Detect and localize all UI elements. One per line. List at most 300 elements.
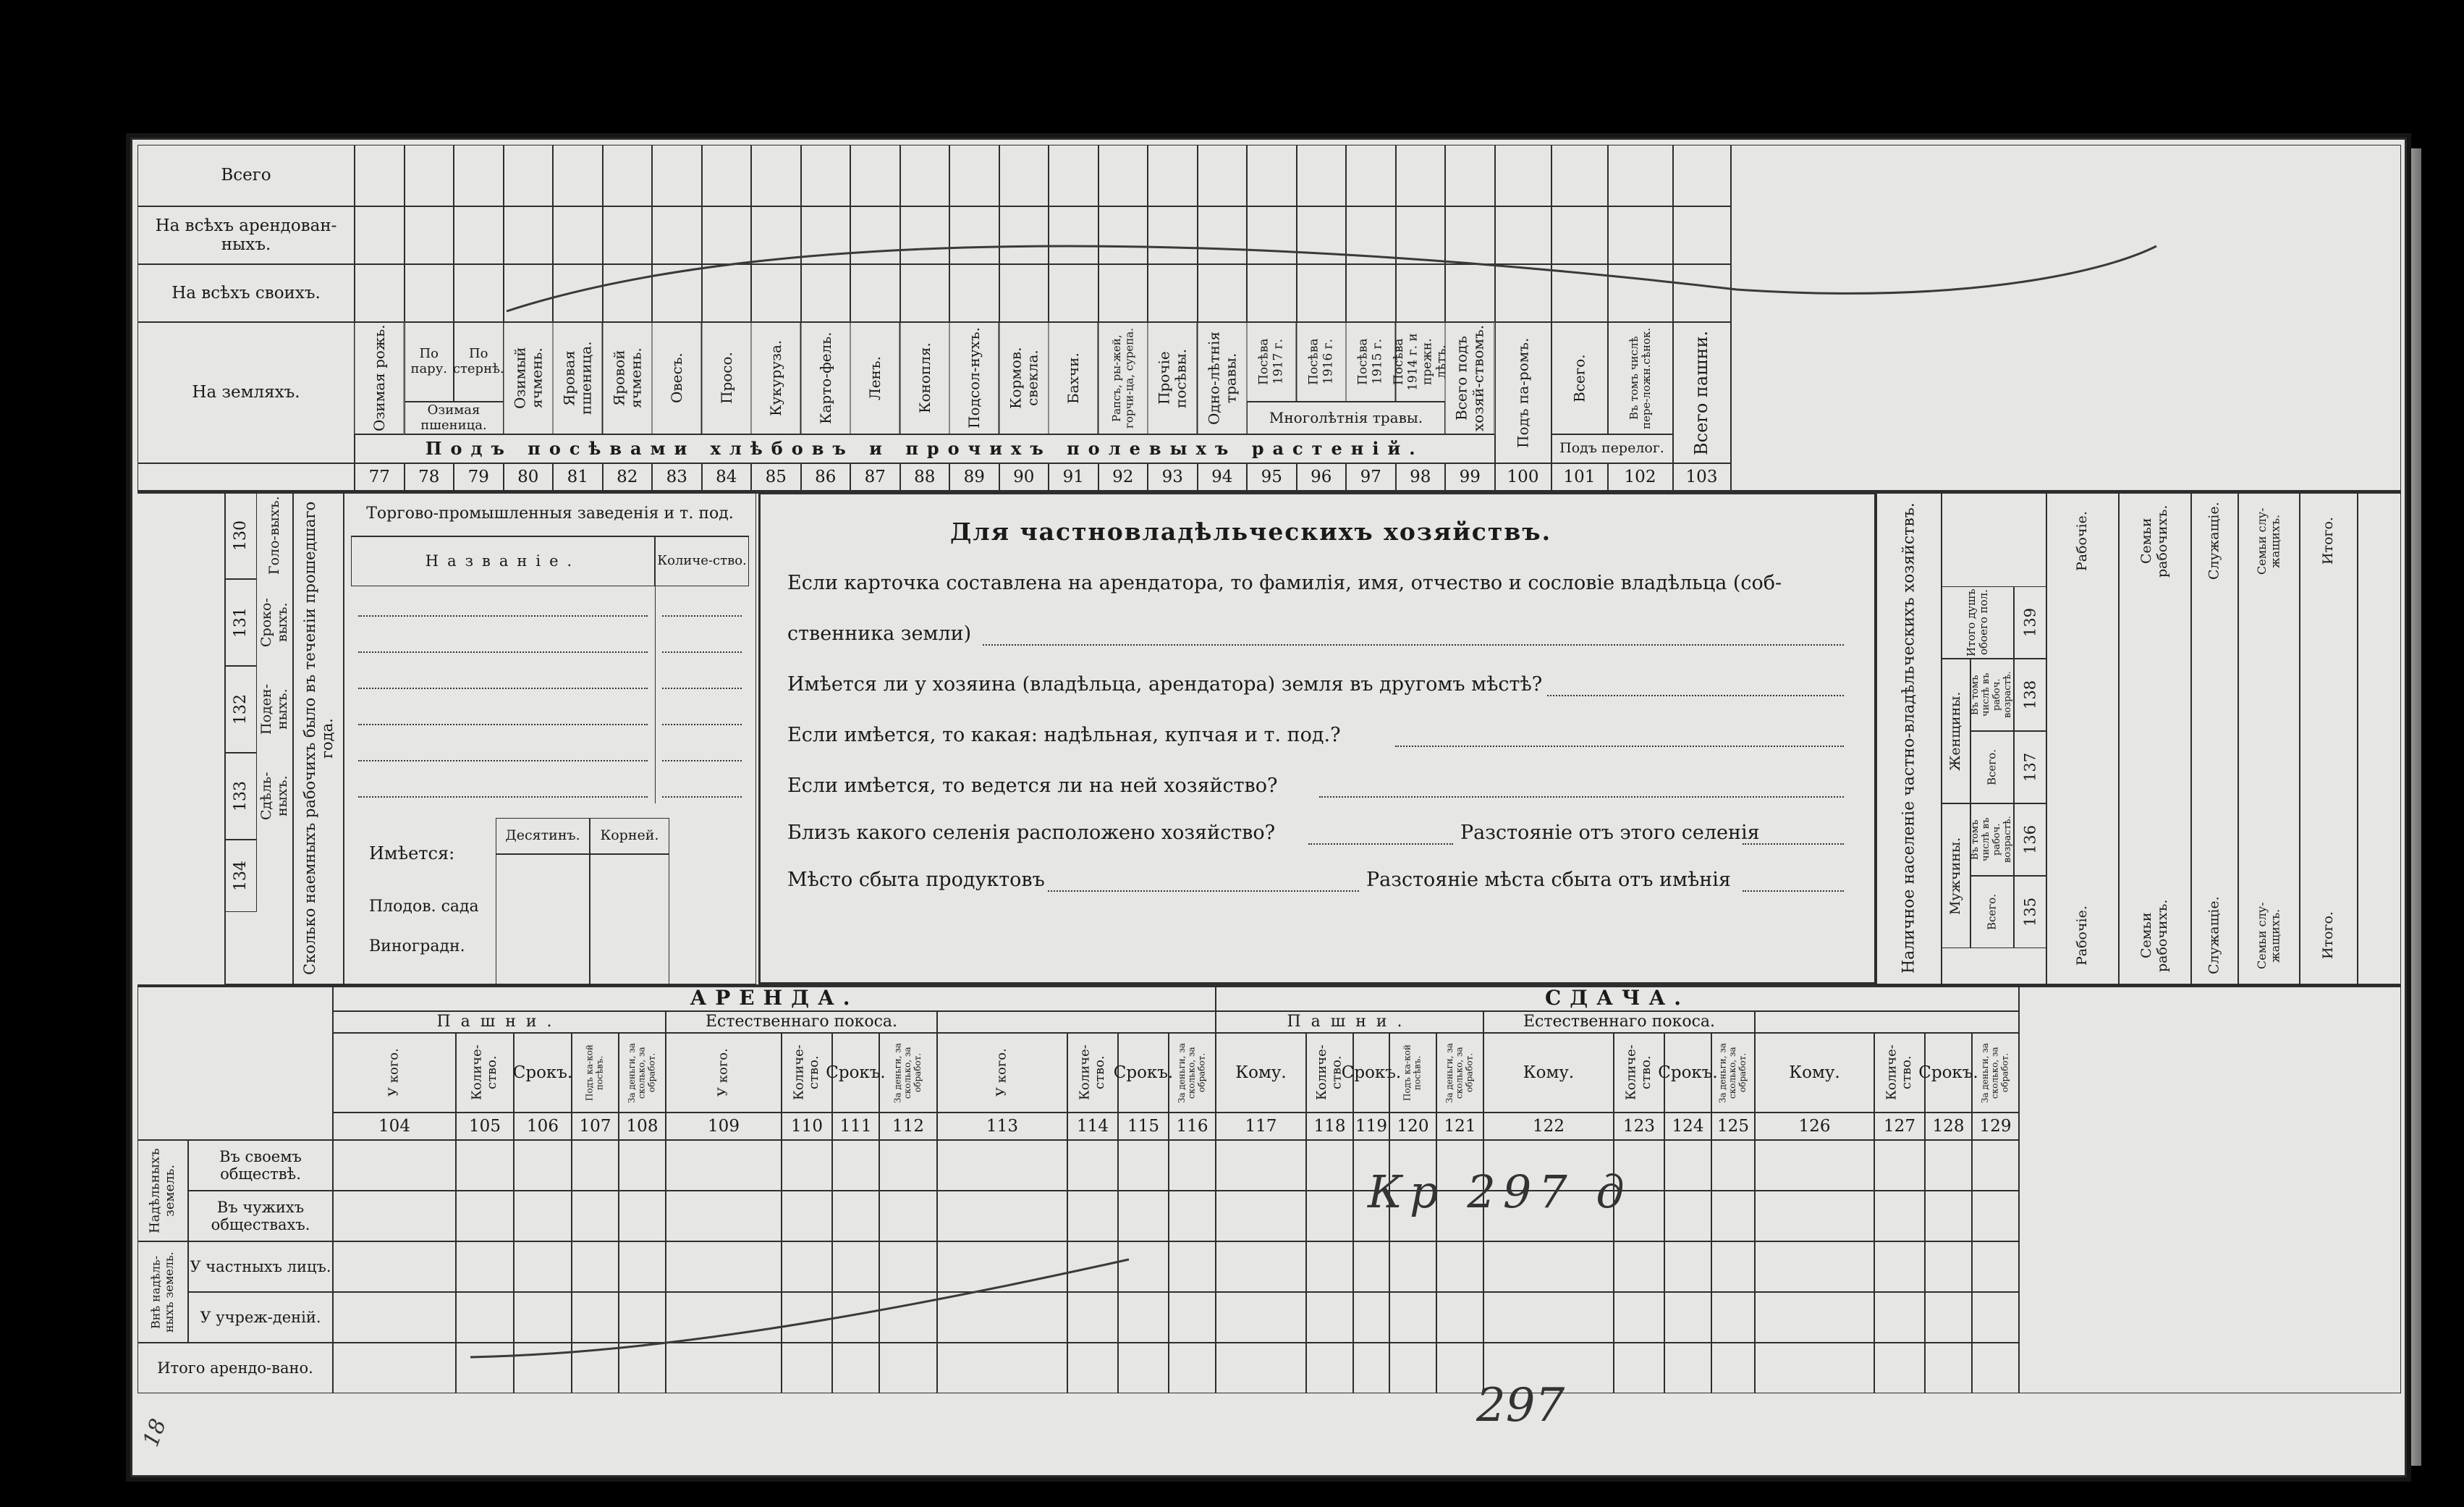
lease-cell-113-total <box>937 1343 1067 1393</box>
trade-title: Торгово-промышленныя заведенія и т. под. <box>366 505 734 523</box>
answer-line-q4 <box>1319 796 1844 798</box>
lease-cell-116-other_soc <box>1169 1191 1216 1241</box>
crop-cell-86-r0 <box>801 145 851 206</box>
lease-cell-111-total <box>832 1343 879 1393</box>
crop-head-97: Посѣва 1915 г. <box>1346 322 1396 402</box>
lease-cell-118-own_soc <box>1306 1140 1353 1191</box>
crop-num-96: 96 <box>1297 463 1347 491</box>
crop-head-86: Карто-фель. <box>801 322 851 434</box>
right-head-101: Всего. <box>1551 322 1608 434</box>
lease-cell-111-inst <box>832 1292 879 1343</box>
crop-cell-98-r0 <box>1396 145 1446 206</box>
lease-cell-117-total <box>1216 1343 1306 1393</box>
lease-cell-128-private <box>1925 1241 1972 1292</box>
trade-qty-line-2 <box>662 688 742 689</box>
fallow-label: Подъ перелог. <box>1551 434 1673 463</box>
lease-cell-115-inst <box>1118 1292 1169 1343</box>
lease-cell-114-other_soc <box>1067 1191 1118 1241</box>
lease-cell-124-own_soc <box>1664 1140 1711 1191</box>
lease-cell-112-private <box>879 1241 937 1292</box>
crop-num-81: 81 <box>553 463 603 491</box>
crop-cell-79-r1 <box>454 206 504 264</box>
crop-cell-83-r2 <box>652 264 702 322</box>
lease-cell-114-private <box>1067 1241 1118 1292</box>
lease-subband-0: Пашни. <box>333 1011 666 1033</box>
lease-cell-109-inst <box>666 1292 782 1343</box>
lease-cell-108-private <box>619 1241 666 1292</box>
workers-top-3: Семьи слу-жащихъ. <box>2255 507 2282 575</box>
crop-cell-90-r1 <box>999 206 1049 264</box>
workers-top-2: Служащіе. <box>2206 502 2222 581</box>
pop-num-136-t: 136 <box>2021 824 2039 855</box>
right-head-102: Въ томъ числѣ пере-ложн.сѣнок. <box>1608 322 1673 434</box>
lease-cell-128-inst <box>1925 1292 1972 1343</box>
lease-subband-1: Естественнаго покоса. <box>666 1011 937 1033</box>
crop-cell-85-r2 <box>751 264 801 322</box>
livestock-num-text-134: 134 <box>231 861 250 891</box>
lease-head-124: Срокъ. <box>1664 1033 1711 1113</box>
right-cell-101-r2 <box>1551 264 1608 322</box>
crop-cell-91-r1 <box>1049 206 1098 264</box>
lease-cell-107-inst <box>572 1292 619 1343</box>
garden-has: Имѣется: <box>369 843 455 864</box>
answer-line-q3 <box>1395 746 1844 747</box>
lease-cell-104-inst <box>333 1292 456 1343</box>
crop-head-93: Прочіе посѣвы. <box>1148 322 1198 434</box>
answer-line-q1b <box>983 644 1844 646</box>
lease-cell-104-other_soc <box>333 1191 456 1241</box>
arenda-band: АРЕНДА. <box>333 986 1216 1011</box>
lease-num-111: 111 <box>832 1113 879 1140</box>
lease-head-111: Срокъ. <box>832 1033 879 1113</box>
trade-row-line-4 <box>358 760 648 761</box>
livestock-label-133: Сдѣль-ныхъ. <box>258 772 290 821</box>
livestock-num-text-131: 131 <box>231 607 250 638</box>
crop-head-92: Рапсъ, ры-жей, горчи-ца, сурепа. <box>1098 322 1148 434</box>
crop-cell-84-r0 <box>702 145 752 206</box>
right-cell-103-r2 <box>1673 264 1731 322</box>
crop-head-98: Посѣва 1914 г. и прежн. лѣтъ. <box>1396 322 1446 402</box>
crop-cell-93-r1 <box>1148 206 1198 264</box>
crop-num-94: 94 <box>1198 463 1248 491</box>
private-title: Для частновладѣльческихъ хозяйствъ. <box>950 518 1552 546</box>
lease-cell-125-total <box>1711 1343 1755 1393</box>
lease-cell-127-own_soc <box>1874 1140 1925 1191</box>
crop-cell-83-r0 <box>652 145 702 206</box>
crop-cell-82-r1 <box>603 206 653 264</box>
lease-cell-126-total <box>1755 1343 1874 1393</box>
answer-line-q6b <box>1743 890 1844 892</box>
garden-desiat-head: Десятинъ. <box>496 818 590 854</box>
crop-cell-87-r2 <box>850 264 900 322</box>
lease-num-106: 106 <box>514 1113 572 1140</box>
lease-num-108: 108 <box>619 1113 666 1140</box>
question-q5b: Разстояніе отъ этого селенія <box>1460 822 1760 844</box>
trade-qty-line-0 <box>662 615 742 617</box>
crop-cell-88-r1 <box>900 206 950 264</box>
question-q1: Если карточка составлена на арендатора, то фамилія, имя, отчество и сословіе владѣльца (соб- <box>787 572 1782 594</box>
right-cell-103-r0 <box>1673 145 1731 206</box>
pop-num-135-t: 135 <box>2021 897 2039 927</box>
lease-head-127: Количе-ство. <box>1874 1033 1925 1113</box>
pop-num-139-t: 139 <box>2021 607 2039 638</box>
lease-cell-108-other_soc <box>619 1191 666 1241</box>
lease-head-129: За деньги, за сколько, за обработ. <box>1972 1033 2019 1113</box>
right-cell-101-r0 <box>1551 145 1608 206</box>
trade-row-line-3 <box>358 724 648 725</box>
lease-cell-109-private <box>666 1241 782 1292</box>
crop-cell-81-r2 <box>553 264 603 322</box>
crop-head-78: По пару. <box>405 322 454 402</box>
workers-top-0: Рабочіе. <box>2074 511 2091 571</box>
lease-cell-105-total <box>456 1343 514 1393</box>
crop-num-98: 98 <box>1396 463 1446 491</box>
crop-cell-81-r1 <box>553 206 603 264</box>
lease-row-label-inst: У учреж-деній. <box>188 1292 333 1343</box>
lease-num-110: 110 <box>782 1113 832 1140</box>
lease-cell-105-other_soc <box>456 1191 514 1241</box>
lease-num-116: 116 <box>1169 1113 1216 1140</box>
lease-cell-119-inst <box>1353 1292 1389 1343</box>
crop-num-92: 92 <box>1098 463 1148 491</box>
lease-num-129: 129 <box>1972 1113 2019 1140</box>
lease-cell-126-other_soc <box>1755 1191 1874 1241</box>
question-q6b: Разстояніе мѣста сбыта отъ имѣнія <box>1366 869 1731 891</box>
lease-cell-125-other_soc <box>1711 1191 1755 1241</box>
lease-head-126: Кому. <box>1755 1033 1874 1113</box>
lease-cell-115-other_soc <box>1118 1191 1169 1241</box>
crop-cell-98-r2 <box>1396 264 1446 322</box>
lease-cell-119-total <box>1353 1343 1389 1393</box>
lease-subband-3: Пашни. <box>1216 1011 1483 1033</box>
crop-cell-99-r0 <box>1445 145 1495 206</box>
trade-row-line-5 <box>358 796 648 798</box>
lease-cell-117-private <box>1216 1241 1306 1292</box>
lease-row-label-total: Итого арендо-вано. <box>137 1343 333 1393</box>
crop-cell-97-r2 <box>1346 264 1396 322</box>
trade-name-head: Названіе. <box>351 536 655 586</box>
lease-cell-116-own_soc <box>1169 1140 1216 1191</box>
crop-head-91: Бахчи. <box>1049 322 1098 434</box>
crop-cell-78-r1 <box>405 206 454 264</box>
lease-cell-116-private <box>1169 1241 1216 1292</box>
lease-cell-124-other_soc <box>1664 1191 1711 1241</box>
lease-num-112: 112 <box>879 1113 937 1140</box>
lease-cell-129-private <box>1972 1241 2019 1292</box>
crop-head-77: Озимая рожь. <box>355 322 405 434</box>
crop-num-97: 97 <box>1346 463 1396 491</box>
crop-num-79: 79 <box>454 463 504 491</box>
top-row-label-2: На всѣхъ своихъ. <box>137 264 355 322</box>
crop-num-93: 93 <box>1148 463 1198 491</box>
crop-head-94: Одно-лѣтнія травы. <box>1198 322 1248 434</box>
lease-cell-123-inst <box>1614 1292 1664 1343</box>
crop-cell-97-r0 <box>1346 145 1396 206</box>
pop-women-incl-t: Въ томъ числѣ въ рабоч. возрастѣ. <box>1970 671 2013 719</box>
lease-head-106: Срокъ. <box>514 1033 572 1113</box>
lease-cell-113-inst <box>937 1292 1067 1343</box>
lease-cell-106-own_soc <box>514 1140 572 1191</box>
livestock-num-text-133: 133 <box>231 781 250 811</box>
question-q5: Близъ какого селенія расположено хозяйство? <box>787 822 1276 844</box>
lease-head-121: За деньги, за сколько, за обработ. <box>1436 1033 1483 1113</box>
crop-head-95: Посѣва 1917 г. <box>1247 322 1297 402</box>
pop-men-all-t: Всего. <box>1985 894 1999 930</box>
lease-cell-112-inst <box>879 1292 937 1343</box>
crop-cell-87-r1 <box>850 206 900 264</box>
lease-cell-125-private <box>1711 1241 1755 1292</box>
lease-cell-129-total <box>1972 1343 2019 1393</box>
crop-cell-78-r2 <box>405 264 454 322</box>
crop-num-90: 90 <box>999 463 1049 491</box>
lease-cell-124-total <box>1664 1343 1711 1393</box>
lease-cell-122-private <box>1483 1241 1614 1292</box>
lease-cell-120-private <box>1389 1241 1436 1292</box>
lease-num-105: 105 <box>456 1113 514 1140</box>
lease-cell-104-own_soc <box>333 1140 456 1191</box>
lease-cell-129-inst <box>1972 1292 2019 1343</box>
lease-cell-113-own_soc <box>937 1140 1067 1191</box>
lease-num-117: 117 <box>1216 1113 1306 1140</box>
right-cell-100-r1 <box>1495 206 1551 264</box>
lease-head-119: Срокъ. <box>1353 1033 1389 1113</box>
workers-bottom-4: Итого. <box>2320 911 2337 960</box>
crop-cell-95-r2 <box>1247 264 1297 322</box>
crop-cell-92-r1 <box>1098 206 1148 264</box>
crop-cell-87-r0 <box>850 145 900 206</box>
right-cell-102-r0 <box>1608 145 1673 206</box>
crop-cell-86-r1 <box>801 206 851 264</box>
lease-cell-117-other_soc <box>1216 1191 1306 1241</box>
lease-cell-107-private <box>572 1241 619 1292</box>
top-right-margin <box>1731 145 2402 491</box>
answer-line-q6 <box>1048 890 1359 892</box>
crop-cell-88-r0 <box>900 145 950 206</box>
lease-row-label-other_soc: Въ чужихъ обществахъ. <box>188 1191 333 1241</box>
crop-cell-92-r0 <box>1098 145 1148 206</box>
on-lands-num-blank <box>137 463 355 491</box>
lease-cell-112-other_soc <box>879 1191 937 1241</box>
crop-num-83: 83 <box>652 463 702 491</box>
crop-cell-94-r0 <box>1198 145 1248 206</box>
lease-head-107: Подъ ка-кой посѣвъ. <box>572 1033 619 1113</box>
crop-cell-85-r1 <box>751 206 801 264</box>
lease-subband-5 <box>1755 1011 2019 1033</box>
lease-cell-119-private <box>1353 1241 1389 1292</box>
crop-head-83: Овесъ. <box>652 322 702 434</box>
crop-cell-95-r0 <box>1247 145 1297 206</box>
lease-num-126: 126 <box>1755 1113 1874 1140</box>
crop-num-87: 87 <box>850 463 900 491</box>
right-cell-100-r0 <box>1495 145 1551 206</box>
lease-cell-120-total <box>1389 1343 1436 1393</box>
crop-head-81: Яровая пшеница. <box>553 322 603 434</box>
lease-cell-109-total <box>666 1343 782 1393</box>
lease-group-nadel: Надѣльныхъ земель. <box>147 1148 177 1233</box>
crop-num-82: 82 <box>603 463 653 491</box>
lease-cell-118-inst <box>1306 1292 1353 1343</box>
crop-head-96: Посѣва 1916 г. <box>1297 322 1347 402</box>
livestock-outer <box>224 492 293 984</box>
crop-cell-83-r1 <box>652 206 702 264</box>
crop-num-77: 77 <box>355 463 405 491</box>
trade-row-line-1 <box>358 651 648 653</box>
lease-num-127: 127 <box>1874 1113 1925 1140</box>
crop-cell-90-r0 <box>999 145 1049 206</box>
right-cell-100-r2 <box>1495 264 1551 322</box>
lease-cell-125-own_soc <box>1711 1140 1755 1191</box>
crop-num-95: 95 <box>1247 463 1297 491</box>
crop-cell-96-r0 <box>1297 145 1347 206</box>
lease-num-120: 120 <box>1389 1113 1436 1140</box>
lease-cell-108-own_soc <box>619 1140 666 1191</box>
lease-cell-104-total <box>333 1343 456 1393</box>
lease-head-113: У кого. <box>937 1033 1067 1113</box>
sdacha-band: СДАЧА. <box>1216 986 2019 1011</box>
crop-num-99: 99 <box>1445 463 1495 491</box>
lease-head-118: Количе-ство. <box>1306 1033 1353 1113</box>
pop-men-label: Мужчины. <box>1942 803 1970 948</box>
lease-num-123: 123 <box>1614 1113 1664 1140</box>
lease-cell-126-private <box>1755 1241 1874 1292</box>
crop-cell-99-r1 <box>1445 206 1495 264</box>
crop-cell-97-r1 <box>1346 206 1396 264</box>
lease-head-116: За деньги, за сколько, за обработ. <box>1169 1033 1216 1113</box>
lease-cell-104-private <box>333 1241 456 1292</box>
crop-num-85: 85 <box>751 463 801 491</box>
lease-cell-127-private <box>1874 1241 1925 1292</box>
crop-cell-93-r0 <box>1148 145 1198 206</box>
lease-cell-120-inst <box>1389 1292 1436 1343</box>
lease-cell-110-private <box>782 1241 832 1292</box>
crop-cell-91-r0 <box>1049 145 1098 206</box>
lease-cell-118-total <box>1306 1343 1353 1393</box>
lease-cell-114-inst <box>1067 1292 1118 1343</box>
right-cell-102-r1 <box>1608 206 1673 264</box>
crop-cell-89-r0 <box>949 145 999 206</box>
handwritten-page-number: 297 <box>1476 1379 1565 1432</box>
crop-cell-82-r2 <box>603 264 653 322</box>
lease-num-109: 109 <box>666 1113 782 1140</box>
lease-cell-115-total <box>1118 1343 1169 1393</box>
lease-cell-122-inst <box>1483 1292 1614 1343</box>
winter-wheat-label: Озимая пшеница. <box>405 402 504 434</box>
crop-head-90: Кормов. свекла. <box>999 322 1049 434</box>
lease-cell-117-own_soc <box>1216 1140 1306 1191</box>
crop-num-80: 80 <box>504 463 554 491</box>
crop-head-99: Всего подъ хозяй-ствомъ. <box>1445 322 1495 434</box>
garden-vine: Виноградн. <box>369 937 465 955</box>
right-num-102: 102 <box>1608 463 1673 491</box>
top-row-label-1: На всѣхъ арендован-ныхъ. <box>137 206 355 264</box>
livestock-label-131: Сроко-выхъ. <box>258 598 290 647</box>
workers-bottom-2: Служащіе. <box>2206 896 2222 975</box>
crop-num-88: 88 <box>900 463 950 491</box>
lease-cell-112-total <box>879 1343 937 1393</box>
lease-cell-121-private <box>1436 1241 1483 1292</box>
lease-head-120: Подъ ка-кой посѣвъ. <box>1389 1033 1436 1113</box>
lease-head-left <box>137 986 333 1140</box>
lease-cell-121-inst <box>1436 1292 1483 1343</box>
livestock-num-text-130: 130 <box>231 520 250 551</box>
crop-num-91: 91 <box>1049 463 1098 491</box>
lease-num-128: 128 <box>1925 1113 1972 1140</box>
lease-cell-114-total <box>1067 1343 1118 1393</box>
lease-num-113: 113 <box>937 1113 1067 1140</box>
lease-cell-124-private <box>1664 1241 1711 1292</box>
livestock-num-text-132: 132 <box>231 694 250 725</box>
crop-cell-79-r0 <box>454 145 504 206</box>
pop-women-label: Женщины. <box>1942 659 1970 803</box>
lease-cell-129-other_soc <box>1972 1191 2019 1241</box>
garden-roots-head: Корней. <box>590 818 669 854</box>
trade-qty-line-5 <box>662 796 742 798</box>
lease-cell-116-total <box>1169 1343 1216 1393</box>
pop-women-all-t: Всего. <box>1985 749 1999 785</box>
lease-cell-111-own_soc <box>832 1140 879 1191</box>
lease-cell-127-total <box>1874 1343 1925 1393</box>
crop-cell-80-r0 <box>504 145 554 206</box>
population-title: Наличное населеніе частно-владѣльческихъ хозяйствъ. <box>1900 502 1918 974</box>
lease-cell-110-total <box>782 1343 832 1393</box>
crop-cell-84-r1 <box>702 206 752 264</box>
lease-num-118: 118 <box>1306 1113 1353 1140</box>
lease-cell-105-own_soc <box>456 1140 514 1191</box>
crop-cell-95-r1 <box>1247 206 1297 264</box>
workers-right-margin <box>2358 492 2401 984</box>
workers-top-1: Семьи рабочихъ. <box>2138 505 2170 578</box>
lease-cell-110-own_soc <box>782 1140 832 1191</box>
livestock-label-132: Поден-ныхъ. <box>258 683 290 735</box>
hired-label: Сколько наемныхъ рабочихъ было въ теченіи прошедшаго года. <box>300 501 336 976</box>
sown-header: Подъ посѣвами хлѣбовъ и прочихъ полевыхъ растеній. <box>355 434 1495 463</box>
crop-head-88: Конопля. <box>900 322 950 434</box>
lease-cell-107-total <box>572 1343 619 1393</box>
lease-cell-124-inst <box>1664 1292 1711 1343</box>
lease-cell-125-inst <box>1711 1292 1755 1343</box>
crop-cell-88-r2 <box>900 264 950 322</box>
right-head-103: Всего пашни. <box>1673 322 1731 463</box>
lease-num-125: 125 <box>1711 1113 1755 1140</box>
crop-cell-80-r2 <box>504 264 554 322</box>
crop-head-85: Кукуруза. <box>751 322 801 434</box>
trade-qty-head: Количе-ство. <box>655 536 749 586</box>
lease-head-122: Кому. <box>1483 1033 1614 1113</box>
handwritten-row-note: Кр 297 д <box>1368 1165 1632 1218</box>
lease-cell-127-inst <box>1874 1292 1925 1343</box>
trade-qty-line-1 <box>662 651 742 653</box>
crop-cell-94-r2 <box>1198 264 1248 322</box>
lease-cell-127-other_soc <box>1874 1191 1925 1241</box>
crop-num-89: 89 <box>949 463 999 491</box>
lease-cell-126-own_soc <box>1755 1140 1874 1191</box>
crop-cell-77-r0 <box>355 145 405 206</box>
question-q2: Имѣется ли у хозяина (владѣльца, арендатора) земля въ другомъ мѣстѣ? <box>787 673 1543 696</box>
lease-row-label-own_soc: Въ своемъ обществѣ. <box>188 1140 333 1191</box>
lease-cell-128-other_soc <box>1925 1191 1972 1241</box>
crop-cell-98-r1 <box>1396 206 1446 264</box>
crop-cell-89-r2 <box>949 264 999 322</box>
lease-head-117: Кому. <box>1216 1033 1306 1113</box>
lease-cell-111-other_soc <box>832 1191 879 1241</box>
crop-head-82: Яровой ячмень. <box>603 322 653 434</box>
pop-men-incl-t: Въ томъ числѣ въ рабоч. возрастѣ. <box>1970 816 2013 864</box>
crop-cell-84-r2 <box>702 264 752 322</box>
lease-cell-106-total <box>514 1343 572 1393</box>
crop-num-78: 78 <box>405 463 454 491</box>
crop-num-86: 86 <box>801 463 851 491</box>
lease-head-123: Количе-ство. <box>1614 1033 1664 1113</box>
